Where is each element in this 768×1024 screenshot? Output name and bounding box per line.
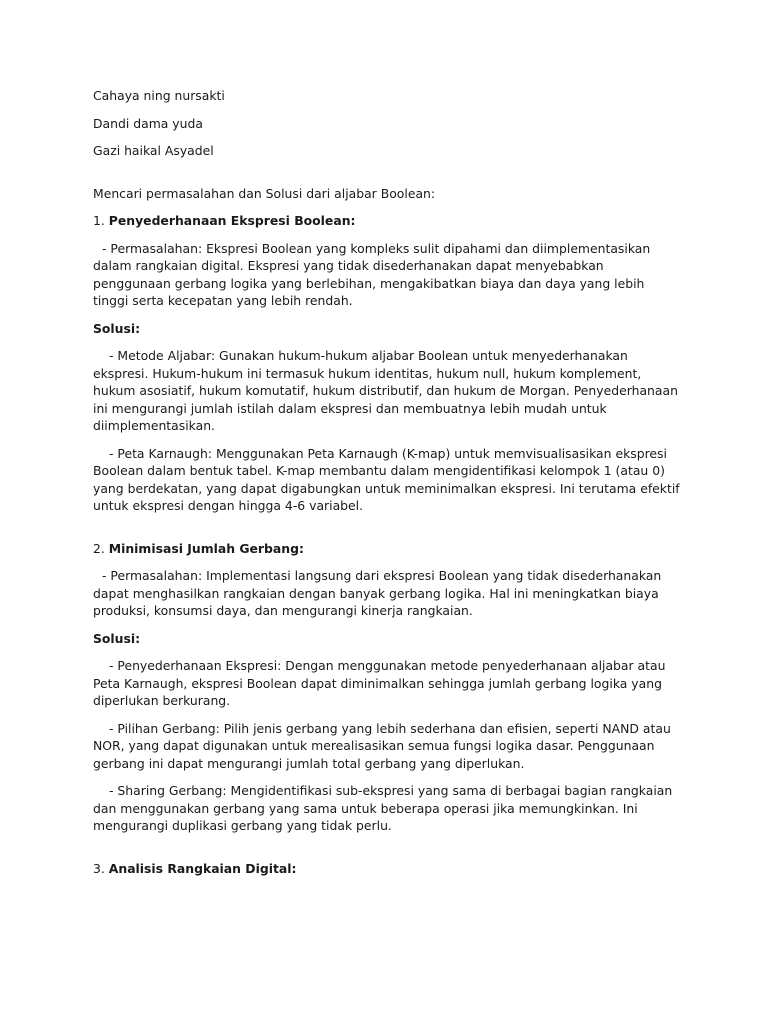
solution-label: Solusi: xyxy=(93,320,141,336)
section-number: 1. xyxy=(93,213,105,228)
solution-label: Solusi: xyxy=(93,630,141,646)
problem-paragraph: - Permasalahan: Ekspresi Boolean yang kompleks sulit dipahami dan diimplementasikan dalam rangkaian digital. Ekspresi yang tidak disederhanakan dapat menyebabkan penggunaan gerbang logika yang berlebihan, mengakibatkan biaya dan daya yang lebih tinggi serta kecepatan yang lebih rendah. xyxy=(93,240,651,308)
problem-paragraph: - Permasalahan: Implementasi langsung dari ekspresi Boolean yang tidak disederhanakan dapat menghasilkan rangkaian dengan banyak gerbang logika. Hal ini meningkatkan biaya produksi, konsumsi daya, dan mengurangi kinerja rangkaian. xyxy=(93,568,662,618)
section-heading xyxy=(93,540,683,558)
solution-paragraph: - Pilihan Gerbang: Pilih jenis gerbang yang lebih sederhana dan efisien, seperti NAND atau NOR, yang dapat digunakan untuk merealisasikan semua fungsi logika dasar. Penggunaan gerbang ini dapat mengurangi jumlah total gerbang yang diperlukan. xyxy=(93,720,671,771)
author-name: Cahaya ning nursakti xyxy=(93,88,225,103)
solution-paragraph: - Peta Karnaugh: Menggunakan Peta Karnaugh (K-map) untuk memvisualisasikan ekspresi Boolean dalam bentuk tabel. K-map membantu dalam mengidentifikasi kelompok 1 (atau 0) yang berdekatan, yang dapat digabungkan untuk meminimalkan ekspresi. Ini terutama efektif untuk ekspresi dengan hingga 4-6 variabel. xyxy=(93,445,680,513)
author-name: Dandi dama yuda xyxy=(93,115,203,131)
document-page xyxy=(93,87,683,877)
section-title: Penyederhanaan Ekspresi Boolean: xyxy=(108,213,356,228)
section-heading xyxy=(93,212,683,230)
section-number: 3. xyxy=(93,860,105,876)
section-title: Minimisasi Jumlah Gerbang: xyxy=(108,540,304,556)
section-title: Analisis Rangkaian Digital: xyxy=(108,860,297,876)
section-number: 2. xyxy=(93,540,105,556)
section-heading xyxy=(93,860,683,878)
author-name: Gazi haikal Asyadel xyxy=(93,143,214,158)
solution-paragraph: - Metode Aljabar: Gunakan hukum-hukum aljabar Boolean untuk menyederhanakan ekspresi. Hukum-hukum ini termasuk hukum identitas, hukum null, hukum komplement, hukum asosiatif, hukum komutatif, hukum distributif, dan hukum de Morgan. Penyederhanaan ini mengurangi jumlah istilah dalam ekspresi dan membuatnya lebih mudah untuk diimplementasikan. xyxy=(93,348,678,433)
intro-text: Mencari permasalahan dan Solusi dari aljabar Boolean: xyxy=(93,185,436,201)
solution-paragraph: - Penyederhanaan Ekspresi: Dengan menggunakan metode penyederhanaan aljabar atau Peta Karnaugh, ekspresi Boolean dapat diminimalkan sehingga jumlah gerbang logika yang diperlukan berkurang. xyxy=(93,658,666,708)
solution-paragraph: - Sharing Gerbang: Mengidentifikasi sub-ekspresi yang sama di berbagai bagian rangkaian dan menggunakan gerbang yang sama untuk beberapa operasi jika memungkinkan. Ini mengurangi duplikasi gerbang yang tidak perlu. xyxy=(93,783,673,833)
